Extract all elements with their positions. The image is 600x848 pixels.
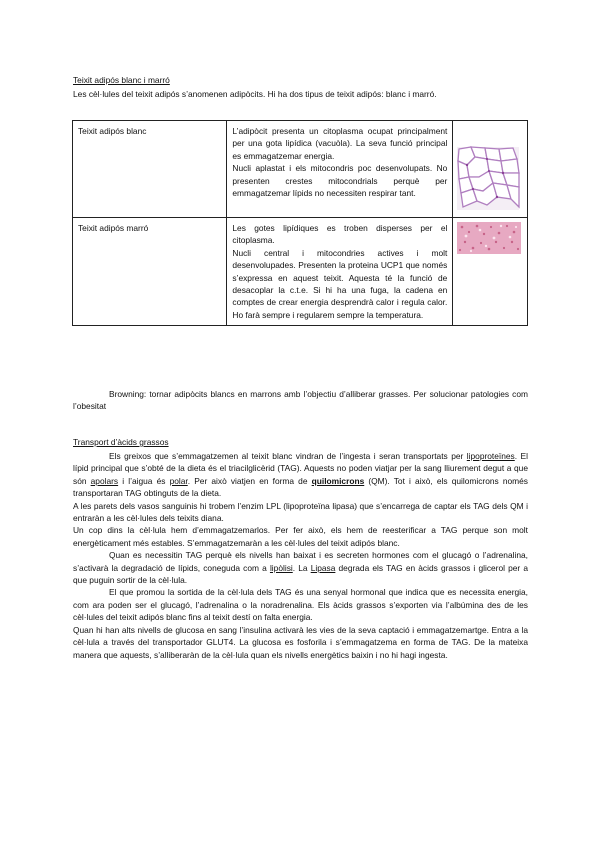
white-adipose-tissue-micrograph-icon: [453, 121, 525, 217]
row-image-cell-white: [453, 121, 528, 218]
term-quilomicrons: quilomicrons: [311, 475, 365, 486]
section-title-fatty-acid-transport: Transport d’àcids grassos: [73, 437, 169, 447]
brown-adipose-tissue-micrograph-icon: [453, 218, 525, 258]
row-description-white: [227, 121, 453, 218]
row-image-cell-brown: [453, 218, 528, 326]
term-lipolisi: lipòlisi: [269, 562, 293, 573]
row-description-brown: [227, 218, 453, 326]
term-apolars: apolars: [90, 475, 119, 486]
paragraph: A les parets dels vasos sanguinis hi trobem l’enzim LPL (lipoproteïna lipasa) que s’encarrega de captar els TAG dels QM i entraràn a les cèl·lules dels teixits diana.: [73, 500, 528, 524]
term-lipasa: Lipasa: [310, 562, 336, 573]
paragraph: Quan hi han alts nivells de glucosa en sang l’insulina activarà les vies de la seva captació i emmagatzemartge. Entra a la cèl·lula a través del transportador GLUT4. La glucosa es fosforila i s’emmagatzema en forma de TAG. De la mateixa manera que aquests, s’alliberaràn de la cèl·lula quan els nivells energètics baixin i no hi hagi ingesta.: [73, 624, 528, 660]
term-polar: polar: [169, 475, 188, 486]
intro-paragraph: Les cèl·lules del teixit adipós s’anomenen adipòcits. Hi ha dos tipus de teixit adipós: blanc i marró.: [73, 89, 437, 99]
paragraph: Els greixos que s’emmagatzemen al teixit blanc vindran de l’ingesta i seran transportats per lipoproteïnes. El lípid principal que s’obté de la dieta és el triacilglicèrid (TAG). Aquests no poden viatjar per la sang lliurement degut a que són apolars i l’aigua és polar. Per això viatjen en forma de quilomicrons (QM). Tot i això, els quilomicrons només transportaran TAG obtinguts de la dieta.: [73, 451, 528, 499]
adipose-tissue-table: [72, 120, 528, 326]
term-lipoproteines: lipoproteïnes: [466, 451, 515, 461]
paragraph: El que promou la sortida de la cèl·lula dels TAG és una senyal hormonal que indica que es necessita energia, com ara poden ser el glucagó, l’adrenalina o la noradrenalina. Els àcids grassos s’exporten via l’albúmina des de les cèl·lules del teixit adipós blanc fins al teixit destí on falta energia.: [73, 587, 528, 623]
description-line: L’adipòcit presenta un citoplasma ocupat principalment per una gota lipídica (vacuòla). La seva funció principal es emmagatzemar energia.: [232, 126, 448, 161]
paragraph: Quan es necessitin TAG perquè els nivells han baixat i es secreten hormones com el glucagó o l’adrenalina, s’activarà la degradació de lípids, coneguda com a lipòlisi. La Lipasa degrada els TAG en àcids grassos i glicerol per a que puguin sortir de la cèl·lula.: [73, 550, 529, 586]
section-title-adipose-tissue: Teixit adipós blanc i marró: [73, 75, 170, 85]
paragraph: Un cop dins la cèl·lula hem d’emmagatzemarlos. Per fer això, els hem de reesterificar a TAG perque son molt energèticament més estables. S’emmagatzemaràn a les cèl·lules del teixit adipós blanc.: [73, 525, 528, 548]
row-label-white: Teixit adipós blanc: [73, 121, 227, 218]
table-row: [73, 218, 528, 326]
row-label-brown: Teixit adipós marró: [73, 218, 227, 326]
browning-paragraph: Browning: tornar adipòcits blancs en marrons amb l’objectiu d’alliberar grasses. Per solucionar patologies com l’obesitat: [73, 389, 528, 412]
description-line: Les gotes lipídiques es troben disperses per el citoplasma.: [232, 223, 448, 246]
description-line: Nucli aplastat i els mitocondris poc desenvolupats. No presenten crestes mitocondrials perquè per emmagatzemar lípids no necessiten respirar tant.: [232, 163, 448, 199]
table-row: [73, 121, 528, 218]
transport-body: [73, 450, 528, 661]
description-line: Nucli central i mitocondries actives i molt desenvolupades. Presenten la proteina UCP1 que només s’expressa en aquest teixit. Aquesta té la funció de desacoplar la c.t.e. Si hi ha una fuga, la cadena en comptes de crear energia desprendrà calor i regula calor. Ho farà sempre i regularem sempre la temperatura.: [232, 247, 448, 320]
